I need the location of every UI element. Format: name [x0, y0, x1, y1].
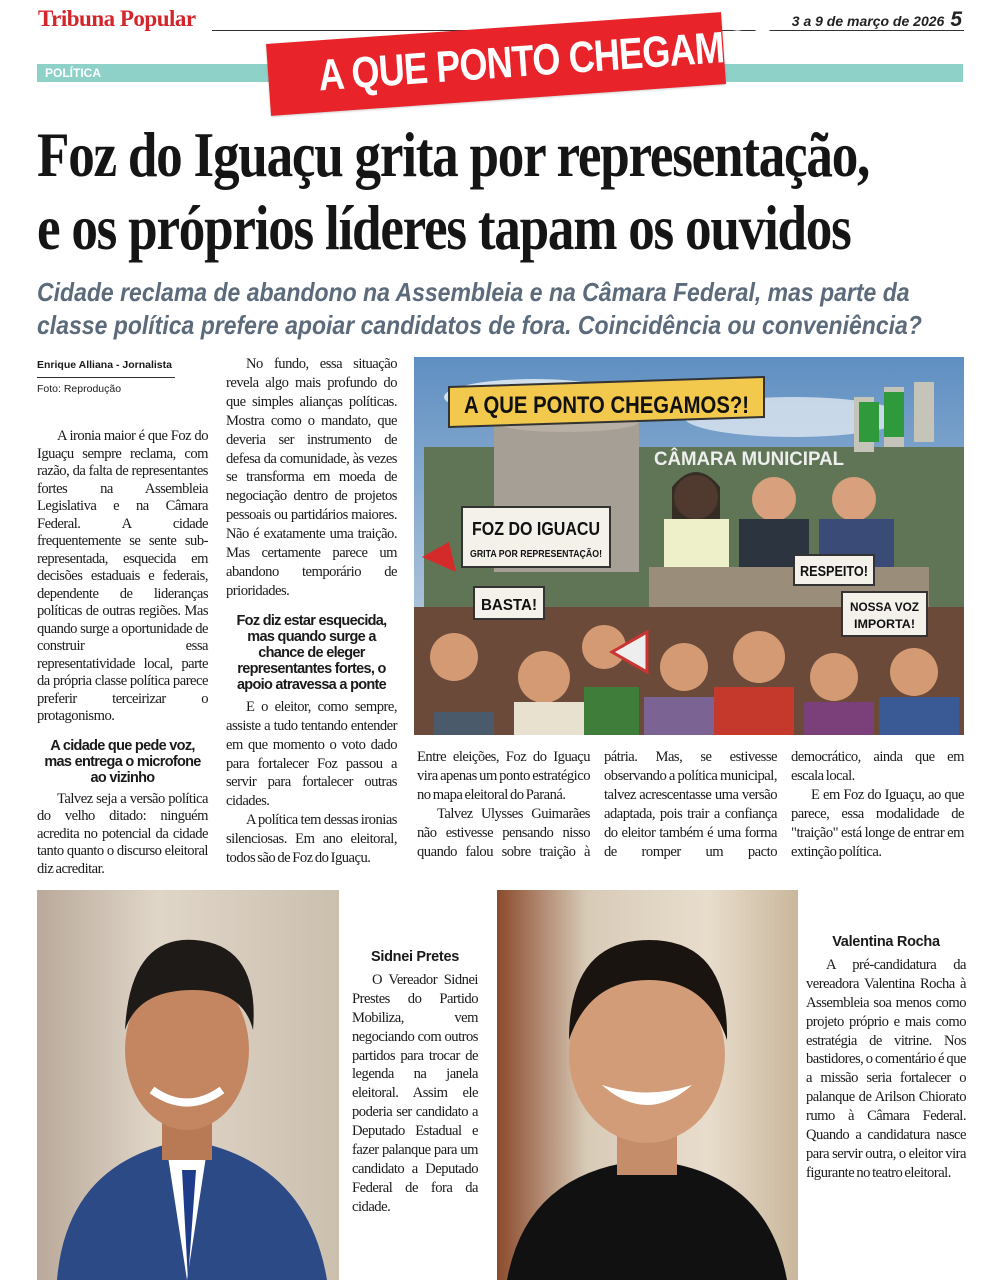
photo-valentina-rocha — [497, 890, 798, 1280]
paragraph: No fundo, essa situação revela algo mais profundo do que simples alianças políticas. Mostra como o mandato, que deveria ser instrumento de defesa da comunidade, às vezes se transforma em moeda de negociação dentro de projetos pessoais ou partidários maiores. Não é exatamente uma traição. Mas certamente parece um abandono temporário de prioridades. — [226, 356, 397, 599]
profile-sidnei — [352, 948, 478, 1217]
paragraph: Talvez seja a versão política do velho ditado: ninguém acredita no potencial da cidade tanto quanto o discurso eleitoral diz acreditar. — [37, 790, 208, 877]
headline-line: Foz do Iguaçu grita por representação, — [37, 119, 870, 190]
paragraph: A ironia maior é que Foz do Iguaçu sempre reclama, com razão, da falta de representantes fortes na Assembleia Legislativa e na Câmara Federal. A cidade frequentemente se sente sub-representada, esquecida em decisões estaduais e federais, dependente de lideranças políticas de outras regiões. Mas quando surge a oportunidade de construir essa representatividade local, parte da própria classe política parece preferir terceirizar o protagonismo. — [37, 428, 208, 724]
paragraph: E em Foz do Iguaçu, ao que parece, essa modalidade de "traição" está longe de entrar em extinção política. — [791, 786, 964, 860]
paragraph: A política tem dessas ironias silenciosas. Em ano eleitoral, todos são de Foz do Iguaçu. — [226, 812, 397, 867]
sign-foz: FOZ DO IGUACU — [472, 519, 600, 539]
date-text: 3 a 9 de março de 2026 — [791, 13, 945, 29]
profile-text: O Vereador Sidnei Prestes do Partido Mobiliza, vem negociando com outros partidos para trocar de legenda na janela eleitoral. Assim ele poderia ser candidato a Deputado Estadual e fazer palanque para um candidato a Deputado Federal de fora da cidade. — [352, 971, 478, 1215]
photo-sidnei-pretes — [37, 890, 339, 1280]
headline — [37, 118, 950, 264]
subtitle-line: Cidade reclama de abandono na Assembleia e na Câmara Federal, mas parte da — [37, 277, 910, 307]
building-sign: CÂMARA MUNICIPAL — [654, 449, 848, 470]
sign-nossa-voz: NOSSA VOZ — [850, 600, 919, 614]
issue-date — [792, 8, 962, 32]
masthead-logo: Tribuna Popular — [38, 6, 196, 31]
banner-text: A QUE PONTO CHEGAMOS — [316, 19, 776, 101]
paragraph: Entre eleições, Foz do Iguaçu vira apenas um ponto estratégico no mapa eleitoral do Paraná. — [417, 749, 590, 803]
byline: Enrique Alliana - Jornalista — [37, 357, 175, 378]
sign-basta: BASTA! — [481, 597, 537, 614]
page-number: 5 — [950, 8, 962, 31]
profile-name: Valentina Rocha — [832, 934, 940, 950]
topic-banner — [266, 12, 776, 116]
profile-valentina — [806, 933, 966, 1183]
column-1 — [37, 357, 208, 878]
subtitle — [37, 276, 966, 342]
sign-importa: IMPORTA! — [854, 617, 915, 631]
section-label: POLÍTICA — [37, 64, 963, 82]
illustration-banner: A QUE PONTO CHEGAMOS?! — [464, 392, 749, 419]
subtitle-line: classe política prefere apoiar candidatos de fora. Coincidência ou conveniência? — [37, 310, 922, 340]
profile-name: Sidnei Pretes — [371, 949, 459, 965]
column-2 — [226, 355, 397, 868]
sign-grita: GRITA POR REPRESENTAÇÃO! — [470, 549, 621, 560]
photo-credit: Foto: Reprodução — [37, 382, 122, 395]
sign-respeito: RESPEITO! — [800, 563, 868, 580]
profile-text: A pré-candidatura da vereadora Valentina Rocha à Assembleia soa menos como projeto próprio e mais como estratégia de vitrine. Nos bastidores, o comentário é que a missão seria fortalecer o palanque de Arilson Chiorato rumo à Câmara Federal. Quando a candidatura nasce para servir outra, o eleitor vira figurante no teatro eleitoral. — [806, 956, 966, 1181]
protest-illustration — [414, 357, 964, 735]
lower-columns — [417, 748, 964, 861]
headline-line: e os próprios líderes tapam os ouvidos — [37, 192, 851, 263]
officials-covering-ears — [664, 472, 894, 567]
subhead: A cidade que pede voz, mas entrega o microfone ao vizinho — [44, 737, 201, 786]
paragraph: Talvez Ulysses Guimarães não estivesse pensando nisso quando falou sobre traição à pátria. Mas, se estivesse observando a política municipal, talvez acrescentasse uma versão adaptada, pois trair a confiança do eleitor também é uma forma de romper um pacto democrático, ainda que em escala local. — [417, 749, 964, 860]
subhead: Foz diz estar esquecida, mas quando surge a chance de eleger representantes fortes, o apoio atravessa a ponte — [236, 612, 387, 693]
paragraph: E o eleitor, como sempre, assiste a tudo tentando entender em que momento o voto dado para fortalecer Foz passou a servir para fortalecer outras cidades. — [226, 698, 397, 810]
